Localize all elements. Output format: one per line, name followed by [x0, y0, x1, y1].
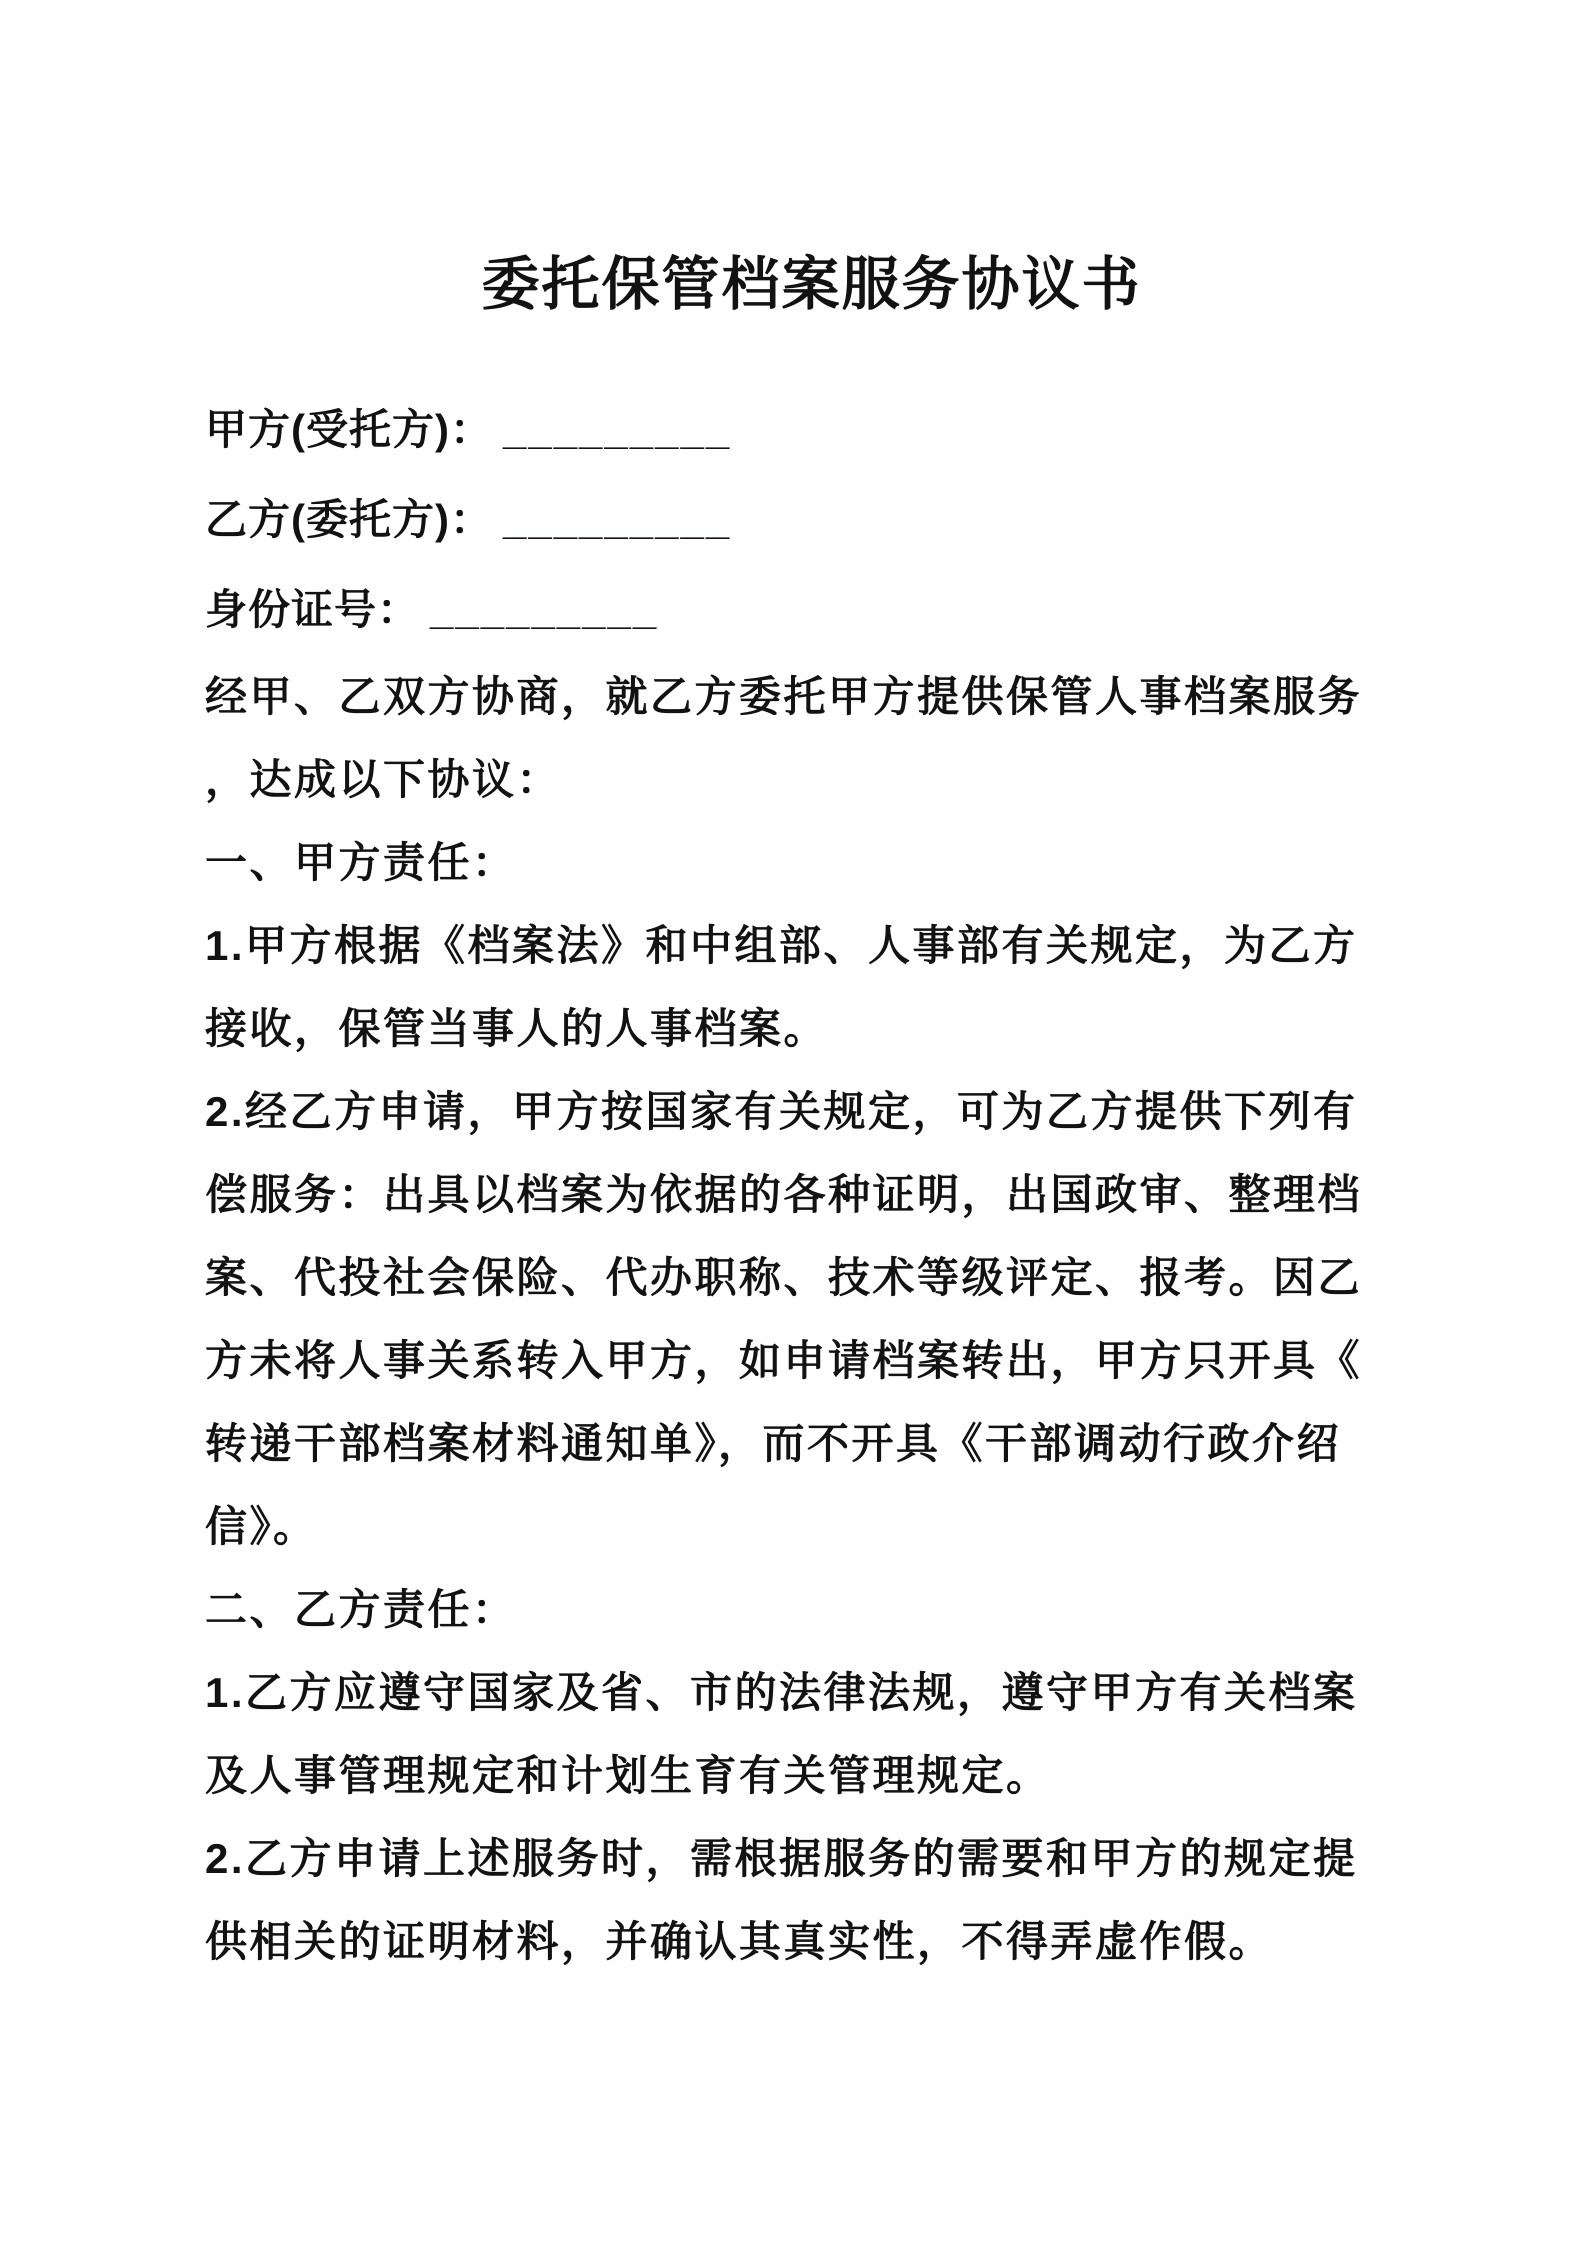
body-line: 2.经乙方申请，甲方按国家有关规定，可为乙方提供下列有 — [205, 1088, 1358, 1135]
body-line: 方未将人事关系转入甲方，如申请档案转出，甲方只开具《 — [205, 1337, 1363, 1384]
party-b-label: 乙方(委托方)： — [205, 496, 493, 543]
body-line: 供相关的证明材料，并确认其真实性，不得弄虚作假。 — [205, 1918, 1274, 1965]
body-line: 偿服务：出具以档案为依据的各种证明，出国政审、整理档 — [205, 1171, 1363, 1218]
body-line: 1.乙方应遵守国家及省、市的法律法规，遵守甲方有关档案 — [205, 1669, 1358, 1716]
body-line: ，达成以下协议： — [205, 756, 562, 803]
field-row-party-b — [205, 475, 1418, 565]
section-heading-party-a-duties: 一、甲方责任： — [205, 839, 517, 886]
body-line: 经甲、乙双方协商，就乙方委托甲方提供保管人事档案服务 — [205, 673, 1363, 720]
party-b-blank-line: _________ — [502, 496, 732, 543]
party-fields — [205, 385, 1418, 655]
body-line: 案、代投社会保险、代办职称、技术等级评定、报考。因乙 — [205, 1254, 1363, 1301]
agreement-body — [205, 655, 1418, 1983]
body-line: 1.甲方根据《档案法》和中组部、人事部有关规定，为乙方 — [205, 922, 1358, 969]
party-a-label: 甲方(受托方)： — [205, 406, 493, 453]
body-line: 及人事管理规定和计划生育有关管理规定。 — [205, 1752, 1051, 1799]
body-line: 信》。 — [205, 1503, 318, 1550]
body-line: 2.乙方申请上述服务时，需根据服务的需要和甲方的规定提 — [205, 1835, 1358, 1882]
id-number-blank-line: _________ — [430, 586, 659, 633]
section-heading-party-b-duties: 二、乙方责任： — [205, 1586, 517, 1633]
id-number-label: 身份证号： — [205, 586, 421, 633]
field-row-id-number — [205, 565, 1418, 655]
document-title: 委托保管档案服务协议书 — [481, 252, 1142, 317]
field-row-party-a — [205, 385, 1418, 475]
body-line: 接收，保管当事人的人事档案。 — [205, 1005, 829, 1052]
party-a-blank-line: _________ — [502, 406, 732, 453]
body-line: 转递干部档案材料通知单》，而不开具《干部调动行政介绍 — [205, 1420, 1342, 1467]
